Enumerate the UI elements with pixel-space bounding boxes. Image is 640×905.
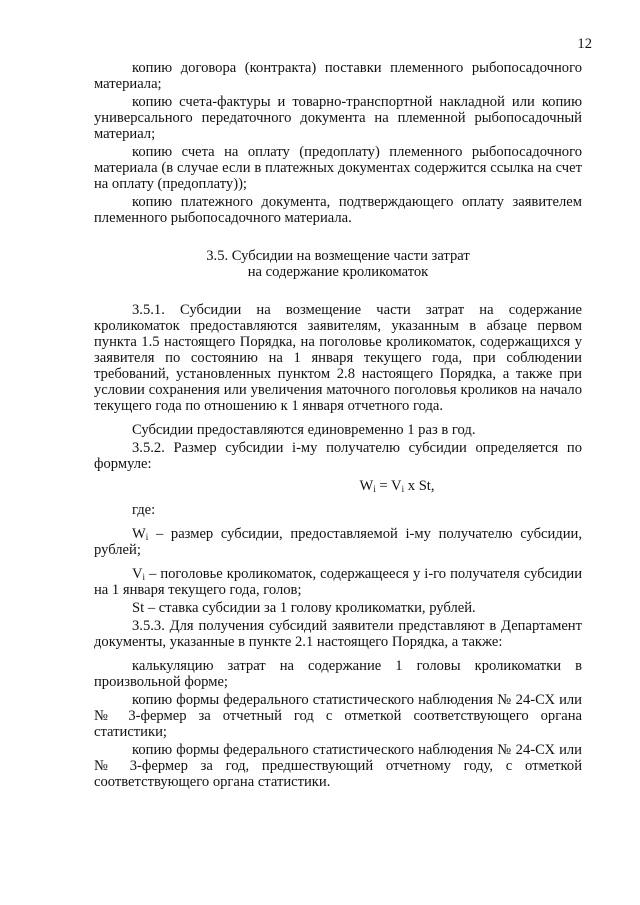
section-heading [94, 248, 582, 280]
definition-index: i [142, 572, 146, 582]
definition-w [94, 526, 582, 558]
list-item: копию договора (контракта) поставки племенного рыбопосадочного материала; [94, 60, 582, 92]
formula-w-index: i [373, 484, 376, 494]
formula-rest: x St, [404, 478, 435, 494]
list-item: копию платежного документа, подтверждающего оплату заявителем племенного рыбопосадочного материала. [94, 194, 582, 226]
section-heading-line: 3.5. Субсидии на возмещение части затрат [206, 248, 470, 264]
definition-v [94, 566, 582, 598]
definition-text: – размер субсидии, предоставляемой i-му получателю субсидии, рублей; [94, 526, 582, 558]
formula-equals-v: = V [375, 478, 402, 494]
list-item: копию формы федерального статистического наблюдения № 24-СХ или № 3-фермер за отчетный год с отметкой соответствующего органа статистики; [94, 692, 582, 740]
paragraph-frequency: Субсидии предоставляются единовременно 1 раз в год. [132, 422, 476, 438]
paragraph-3-5-3: 3.5.3. Для получения субсидий заявители представляют в Департамент документы, указанные в пункте 2.1 настоящего Порядка, а также: [94, 618, 582, 650]
where-label: где: [132, 502, 156, 518]
section-heading-line: на содержание кроликоматок [247, 264, 429, 280]
definition-symbol: V [132, 566, 143, 582]
paragraph-3-5-1: 3.5.1. Субсидии на возмещение части затрат на содержание кроликоматок предоставляются заявителям, указанным в абзаце первом пункта 1.5 настоящего Порядка, на поголовье кроликоматок, содержащихся у заявителя по состоянию на 1 января текущего года, при соблюдении требований, установленных пунктом 2.8 настоящего Порядка, а также при условии сохранения или увеличения маточного поголовья кроликов на начало текущего года по отношению к 1 января отчетного года. [94, 302, 582, 414]
formula-w: W [359, 478, 374, 494]
list-item: калькуляцию затрат на содержание 1 головы кроликоматки в произвольной форме; [94, 658, 582, 690]
list-item: копию формы федерального статистического наблюдения № 24-СХ или № 3-фермер за год, предшествующий отчетному году, с отметкой соответствующего органа статистики. [94, 742, 582, 790]
list-item: копию счета-фактуры и товарно-транспортной накладной или копию универсального передаточного документа на племенной рыбопосадочный материал; [94, 94, 582, 142]
definition-symbol: W [132, 526, 146, 542]
subsidy-formula [94, 478, 582, 494]
paragraph-3-5-2: 3.5.2. Размер субсидии i-му получателю субсидии определяется по формуле: [94, 440, 582, 472]
definition-text: – поголовье кроликоматок, содержащееся у i-го получателя субсидии на 1 января текущего года, голов; [94, 566, 582, 598]
definition-st: St – ставка субсидии за 1 голову кроликоматки, рублей. [132, 600, 476, 616]
page-number: 12 [577, 36, 592, 52]
document-body [94, 60, 582, 792]
definition-index: i [145, 532, 149, 542]
formula-v-index: i [401, 484, 405, 494]
list-item: копию счета на оплату (предоплату) племенного рыбопосадочного материала (в случае если в платежных документах содержится ссылка на счет на оплату (предоплату)); [94, 144, 582, 192]
